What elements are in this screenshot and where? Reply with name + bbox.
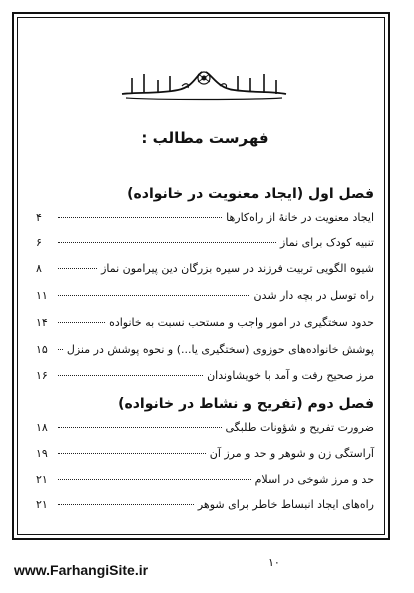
dot-leader [58,242,276,243]
toc-entry-page: ۱۴ [36,316,48,329]
chapter-1-heading: فصل اول (ایجاد معنویت در خانواده) [127,186,374,202]
toc-entry-page: ۲۱ [36,473,48,486]
toc-entry-text: ایجاد معنویت در خانهٔ از راه‌کارها [226,211,374,224]
toc-entry-text: حدود سختگیری در امور واجب و مستحب نسبت به خانواده [109,316,374,329]
toc-entry-text: پوشش خانواده‌های حوزوی (سختگیری یا...) و نحوه پوشش در منزل [66,343,374,356]
toc-entry [36,473,374,493]
page-number: ۱۰ [268,556,280,569]
dot-leader [58,375,203,376]
toc-entry-page: ۲۱ [36,498,48,511]
toc-entry-page: ۱۶ [36,369,48,382]
toc-entry [36,262,374,282]
website-url[interactable]: www.FarhangiSite.ir [14,562,149,578]
toc-entry-page: ۱۸ [36,421,48,434]
toc-entry-text: تنبیه کودک برای نماز [280,236,374,249]
dot-leader [58,479,251,480]
dot-leader [58,322,105,323]
dot-leader [58,427,222,428]
toc-entry-text: راه‌های ایجاد انبساط خاطر برای شوهر [197,498,374,511]
toc-entry-page: ۱۱ [36,289,48,302]
dot-leader [58,295,249,296]
toc-entry [36,369,374,389]
dot-leader [58,504,194,505]
dot-leader [58,453,206,454]
toc-entry-text: ضرورت تفریح و شؤونات طلبگی [225,421,374,434]
chapter-2-heading: فصل دوم (تفریح و نشاط در خانواده) [118,396,374,412]
toc-entry-text: شیوه الگویی تربیت فرزند در سیره بزرگان دین پیرامون نماز [101,262,374,275]
toc-entry-page: ۶ [36,236,42,249]
toc-entry [36,316,374,336]
toc-entry-text: مرز صحیح رفت و آمد با خویشاوندان [207,369,374,382]
toc-entry-page: ۸ [36,262,42,275]
dot-leader [58,268,97,269]
toc-entry [36,289,374,309]
toc-entry-page: ۱۵ [36,343,48,356]
toc-entry [36,447,374,467]
bismillah-calligraphy [118,64,290,102]
toc-entry [36,421,374,441]
toc-entry-text: راه توسل در بچه دار شدن [253,289,374,302]
dot-leader [58,217,222,218]
toc-entry-page: ۴ [36,211,42,224]
toc-entry-page: ۱۹ [36,447,48,460]
toc-entry [36,498,374,518]
toc-title: فهرست مطالب : [141,129,269,147]
toc-entry [36,236,374,256]
toc-entry [36,211,374,231]
dot-leader [58,349,63,350]
toc-entry [36,343,374,363]
toc-entry-text: آراستگی زن و شوهر و حد و مرز آن [209,447,374,460]
toc-entry-text: حد و مرز شوخی در اسلام [254,473,374,486]
